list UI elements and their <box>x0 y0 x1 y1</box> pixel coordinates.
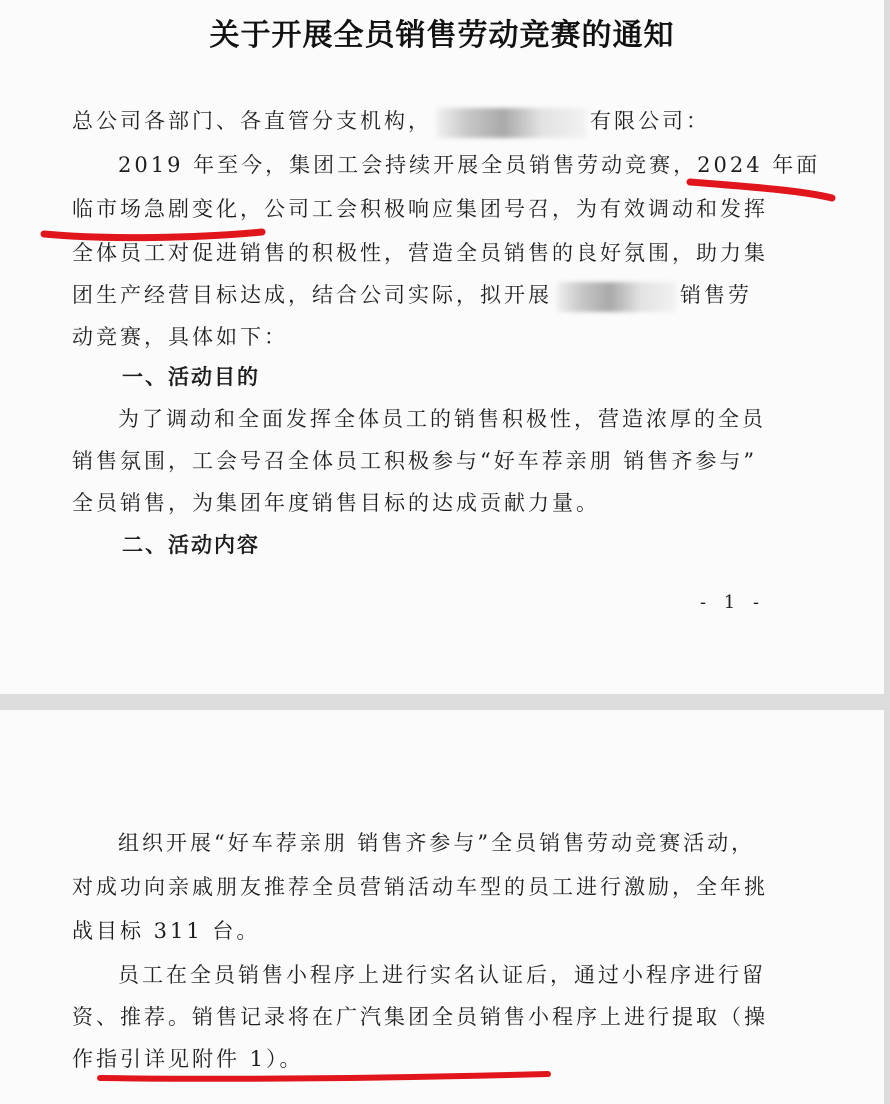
paragraph-2-line-1: 为了调动和全面发挥全体员工的销售积极性，营造浓厚的全员 <box>118 407 766 431</box>
paragraph-2-line-2: 销售氛围，工会号召全体员工积极参与“好车荐亲朋 销售齐参与” <box>72 449 758 473</box>
paragraph-1-line-4-end: 销售劳 <box>680 283 752 307</box>
red-underline-annotation-2 <box>0 710 884 1104</box>
redacted-campaign-name <box>556 282 676 312</box>
page-number: - 1 - <box>700 592 766 613</box>
paragraph-3-line-3: 战目标 311 台。 <box>72 919 261 943</box>
paragraph-1-line-3: 全体员工对促进销售的积极性，营造全员销售的良好氛围，助力集 <box>72 241 768 265</box>
paragraph-1-line-5: 动竞赛，具体如下： <box>72 325 288 349</box>
red-underline-annotation-1 <box>0 0 884 260</box>
paragraph-1-line-2: 临市场急剧变化，公司工会积极响应集团号召，为有效调动和发挥 <box>72 197 768 221</box>
paragraph-3-line-2: 对成功向亲戚朋友推荐全员营销活动车型的员工进行激励，全年挑 <box>72 875 768 899</box>
section-heading-purpose: 一、活动目的 <box>122 365 260 389</box>
paragraph-3-line-1: 组织开展“好车荐亲朋 销售齐参与”全员销售劳动竞赛活动， <box>118 831 756 855</box>
paragraph-4-line-3: 作指引详见附件 1）。 <box>72 1047 304 1071</box>
paragraph-1-line-4 <box>72 280 752 312</box>
paragraph-4-line-1: 员工在全员销售小程序上进行实名认证后，通过小程序进行留 <box>118 963 766 987</box>
salutation-text-start: 总公司各部门、各直管分支机构， <box>72 109 432 133</box>
document-page-2 <box>0 710 884 1104</box>
paragraph-1-line-4-start: 团生产经营目标达成，结合公司实际，拟开展 <box>72 283 552 307</box>
paragraph-1-line-1: 2019 年至今，集团工会持续开展全员销售劳动竞赛，2024 年面 <box>118 153 821 177</box>
paragraph-4-line-2: 资、推荐。销售记录将在广汽集团全员销售小程序上进行提取（操 <box>72 1005 768 1029</box>
document-title: 关于开展全员销售劳动竞赛的通知 <box>209 18 675 53</box>
section-heading-content: 二、活动内容 <box>122 533 260 557</box>
paragraph-2-line-3: 全员销售，为集团年度销售目标的达成贡献力量。 <box>72 491 600 515</box>
salutation-text-end: 有限公司： <box>590 109 710 133</box>
